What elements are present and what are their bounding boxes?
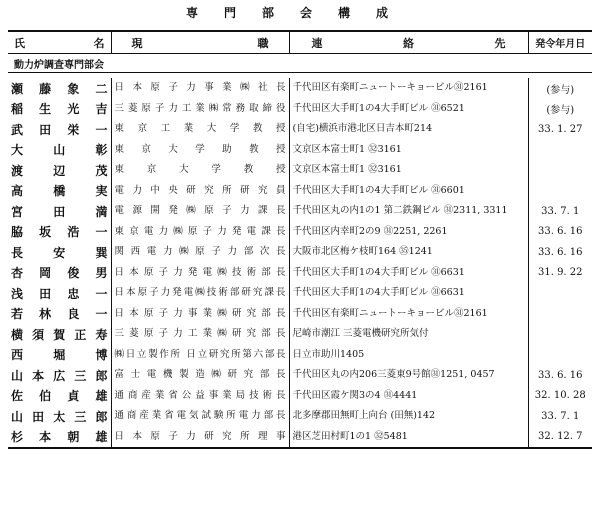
address-cell: 千代田区有楽町ニュートーキョービル㉛2161 [289,78,528,99]
position-cell: 通商産業省公益事業局技術長 [111,386,289,407]
name-cell: 脇坂浩一 [11,225,108,240]
page-title: 専門部会構成 [185,6,414,20]
address-cell: (自宅)横浜市港北区日吉本町214 [289,119,528,140]
position-cell: 電力中央研究所研究員 [111,181,289,202]
name-cell: 浅田忠一 [11,286,108,301]
table-row [8,283,592,304]
table-row [8,201,592,222]
position-cell: 日本原子力発電㈱技術部研究課長 [111,283,289,304]
position-cell: 東京大学教授 [111,160,289,181]
table-row [8,181,592,202]
name-cell: 山田太三郎 [11,409,108,424]
name-cell: 横須賀正寿 [11,327,108,342]
address-cell: 千代田区大手町1の4大手町ビル ㉛6631 [289,263,528,284]
name-cell: 大山彰 [11,143,108,158]
committee-table [8,30,592,449]
date-cell [528,345,592,366]
address-cell: 文京区本富士町1 ㉜3161 [289,140,528,161]
table-row [8,78,592,99]
table-row [8,160,592,181]
name-cell: 宮田満 [11,204,108,219]
date-cell [528,283,592,304]
name-cell: 稲生光吉 [11,102,108,117]
table-row [8,119,592,140]
address-cell: 千代田区大手町1の4大手町ビル ㉛6521 [289,99,528,120]
table-row [8,99,592,120]
date-cell: 33. 1. 27 [528,119,592,140]
position-cell: 日本原子力事業㈱研究部長 [111,304,289,325]
date-cell [528,140,592,161]
name-cell: 杉本朝雄 [8,427,111,449]
address-cell: 尼崎市潮江 三菱電機研究所気付 [289,324,528,345]
date-cell: 33. 6. 16 [528,365,592,386]
table-row [8,406,592,427]
name-cell: 西堀博 [11,348,108,363]
date-cell [528,324,592,345]
table-row [8,427,592,449]
address-cell: 北多摩郡田無町上向台 (田無)142 [289,406,528,427]
name-cell: 長安巽 [11,245,108,260]
address-cell: 千代田区大手町1の4大手町ビル ㉛6631 [289,283,528,304]
name-cell: 杏岡俊男 [11,266,108,281]
position-cell: 三菱原子力工業㈱常務取締役 [111,99,289,120]
address-cell: 大阪市北区梅ケ枝町164 ㉟1241 [289,242,528,263]
date-cell: 33. 7. 1 [528,201,592,222]
position-cell: 東京工業大学教授 [111,119,289,140]
date-cell: 32. 12. 7 [528,427,592,449]
table-header-row [8,31,592,54]
address-cell: 千代田区丸の内1の1 第二鉄鋼ビル ㉛2311, 3311 [289,201,528,222]
name-cell: 渡辺茂 [11,163,108,178]
position-cell: 日本原子力事業㈱社長 [111,78,289,99]
table-row [8,324,592,345]
position-cell: 関西電力㈱原子力部次長 [111,242,289,263]
name-cell: 武田栄一 [11,122,108,137]
date-cell [528,160,592,181]
address-cell: 千代田区有楽町ニュートーキョービル㉛2161 [289,304,528,325]
table-row [8,263,592,284]
date-cell: 31. 9. 22 [528,263,592,284]
address-cell: 港区芝田村町1の1 ㉜5481 [289,427,528,449]
position-cell: 通商産業省電気試験所電力部長 [111,406,289,427]
position-cell: 東京大学助教授 [111,140,289,161]
address-cell: 千代田区霞ケ関3の4 ㉛4441 [289,386,528,407]
date-cell [528,304,592,325]
header-address: 連絡先 [289,31,528,54]
position-cell: 日本原子力研究所理事 [111,427,289,449]
header-date: 発令年月日 [528,31,592,54]
section-row [8,54,592,73]
table-row [8,140,592,161]
name-cell: 高橋実 [11,184,108,199]
address-cell: 千代田区大手町1の4大手町ビル ㉛6601 [289,181,528,202]
table-row [8,304,592,325]
name-cell: 若林良一 [11,307,108,322]
date-cell: 32. 10. 28 [528,386,592,407]
position-cell: ㈱日立製作所 日立研究所第六部長 [111,345,289,366]
position-cell: 日本原子力発電㈱技術部長 [111,263,289,284]
address-cell: 千代田区内幸町2の9 ㉛2251, 2261 [289,222,528,243]
position-cell: 電源開発㈱原子力課長 [111,201,289,222]
date-cell: (参与) [528,99,592,120]
header-name: 氏名 [8,31,111,54]
date-cell: 33. 6. 16 [528,222,592,243]
table-row [8,242,592,263]
table-row [8,222,592,243]
table-row [8,386,592,407]
position-cell: 三菱原子力工業㈱研究部長 [111,324,289,345]
name-cell: 山本広三郎 [11,368,108,383]
header-position: 現職 [111,31,289,54]
date-cell [528,181,592,202]
address-cell: 文京区本富士町1 ㉜3161 [289,160,528,181]
position-cell: 富士電機製造㈱研究部長 [111,365,289,386]
table-row [8,365,592,386]
date-cell: 33. 7. 1 [528,406,592,427]
table-row [8,345,592,366]
date-cell: 33. 6. 16 [528,242,592,263]
name-cell: 瀬藤象二 [11,81,108,96]
address-cell: 千代田区丸の内206三菱東9号館㉛1251, 0457 [289,365,528,386]
position-cell: 東京電力㈱原子力発電課長 [111,222,289,243]
address-cell: 日立市助川1405 [289,345,528,366]
date-cell: (参与) [528,78,592,99]
section-title: 動力炉調査専門部会 [8,54,592,73]
name-cell: 佐伯貞雄 [11,389,108,404]
